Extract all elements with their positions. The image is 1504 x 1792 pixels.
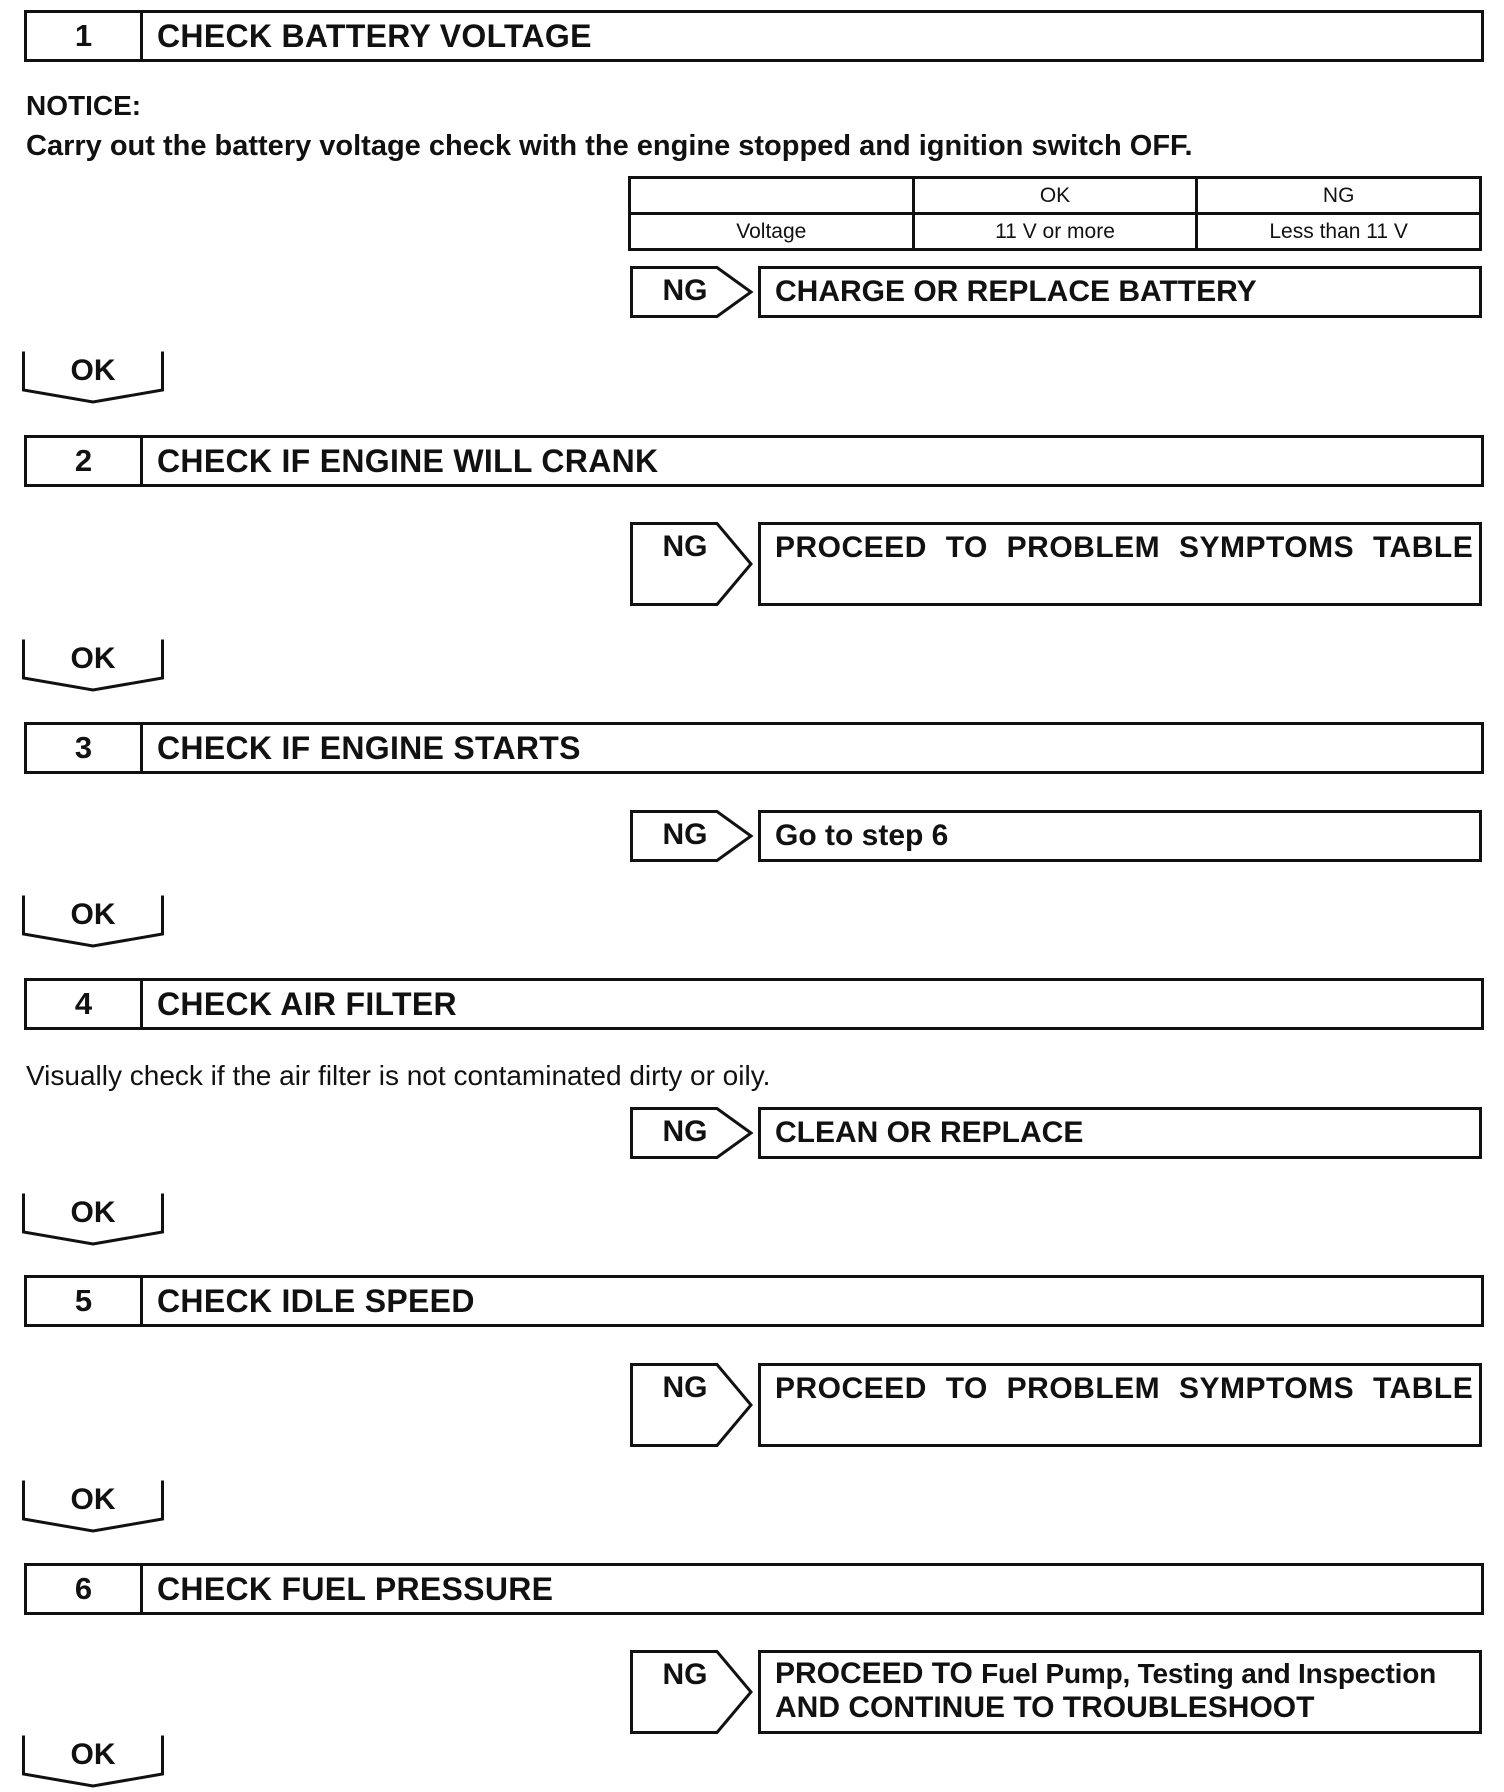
- notice-heading: NOTICE:: [26, 90, 142, 121]
- ok-tab-4: [22, 1192, 164, 1246]
- ok-label: OK: [70, 1483, 116, 1516]
- step-5-header: [24, 1275, 1484, 1327]
- ok-tab-2: [22, 638, 164, 692]
- step-4-header: [24, 978, 1484, 1030]
- fuel-pump-reference-link[interactable]: Fuel Pump, Testing and Inspection: [981, 1658, 1437, 1689]
- step-title: CHECK BATTERY VOLTAGE: [157, 17, 592, 54]
- result-text: CHARGE OR REPLACE BATTERY: [775, 275, 1257, 308]
- ng-label: NG: [662, 1371, 708, 1404]
- step-number: 3: [27, 725, 143, 771]
- ng-branch-5: [630, 1363, 1482, 1447]
- ok-tab-6: [22, 1734, 164, 1788]
- ok-tab-3: [22, 894, 164, 948]
- notice-text: Carry out the battery voltage check with the engine stopped and ignition switch OFF.: [26, 130, 1193, 162]
- ng-branch-6: [630, 1650, 1482, 1734]
- ng-branch-1: [630, 266, 1482, 318]
- table-header-row: [630, 178, 1481, 214]
- step-title: CHECK AIR FILTER: [157, 985, 457, 1022]
- step-number: 4: [27, 981, 143, 1027]
- result-text: Go to step 6: [775, 819, 949, 852]
- step-number: 2: [27, 438, 143, 484]
- result-line-2: AND CONTINUE TO TROUBLESHOOT: [775, 1691, 1315, 1724]
- table-cell: 11 V or more: [913, 214, 1197, 250]
- table-header-cell: [630, 178, 914, 214]
- step-number: 5: [27, 1278, 143, 1324]
- voltage-table: [628, 176, 1482, 251]
- result-box: [758, 810, 1482, 862]
- ok-label: OK: [70, 354, 116, 387]
- ng-label: NG: [662, 274, 708, 307]
- result-box: [758, 266, 1482, 318]
- ng-branch-3: [630, 810, 1482, 862]
- step-number: 1: [27, 13, 143, 59]
- ng-label: NG: [662, 818, 708, 851]
- ng-label: NG: [662, 1115, 708, 1148]
- table-row: [630, 214, 1481, 250]
- step-title: CHECK IF ENGINE WILL CRANK: [157, 442, 659, 479]
- step-title: CHECK IDLE SPEED: [157, 1282, 475, 1319]
- step-title: CHECK FUEL PRESSURE: [157, 1570, 554, 1607]
- ok-label: OK: [70, 642, 116, 675]
- result-text: PROCEED TO PROBLEM SYMPTOMS TABLE: [775, 531, 1474, 564]
- ok-label: OK: [70, 898, 116, 931]
- result-box: [758, 522, 1482, 606]
- ok-tab-1: [22, 350, 164, 404]
- step-title: CHECK IF ENGINE STARTS: [157, 729, 581, 766]
- ng-branch-2: [630, 522, 1482, 606]
- ok-label: OK: [70, 1196, 116, 1229]
- ng-label: NG: [662, 1658, 708, 1691]
- step-1-header: [24, 10, 1484, 62]
- step-2-header: [24, 435, 1484, 487]
- ok-label: OK: [70, 1738, 116, 1771]
- result-text: PROCEED TO: [775, 1657, 982, 1690]
- ng-branch-4: [630, 1107, 1482, 1159]
- table-cell: Voltage: [630, 214, 914, 250]
- ng-label: NG: [662, 530, 708, 563]
- ok-tab-5: [22, 1479, 164, 1533]
- table-cell: Less than 11 V: [1197, 214, 1481, 250]
- table-header-cell: NG: [1197, 178, 1481, 214]
- step-3-header: [24, 722, 1484, 774]
- result-box: [758, 1107, 1482, 1159]
- step-4-instruction: Visually check if the air filter is not contaminated dirty or oily.: [26, 1060, 771, 1091]
- result-line-1: [775, 1657, 1465, 1691]
- table-header-cell: OK: [913, 178, 1197, 214]
- step-number: 6: [27, 1566, 143, 1612]
- result-text: PROCEED TO PROBLEM SYMPTOMS TABLE: [775, 1372, 1474, 1405]
- step-6-header: [24, 1563, 1484, 1615]
- result-text: CLEAN OR REPLACE: [775, 1116, 1084, 1149]
- result-box: [758, 1363, 1482, 1447]
- result-box: [758, 1650, 1482, 1734]
